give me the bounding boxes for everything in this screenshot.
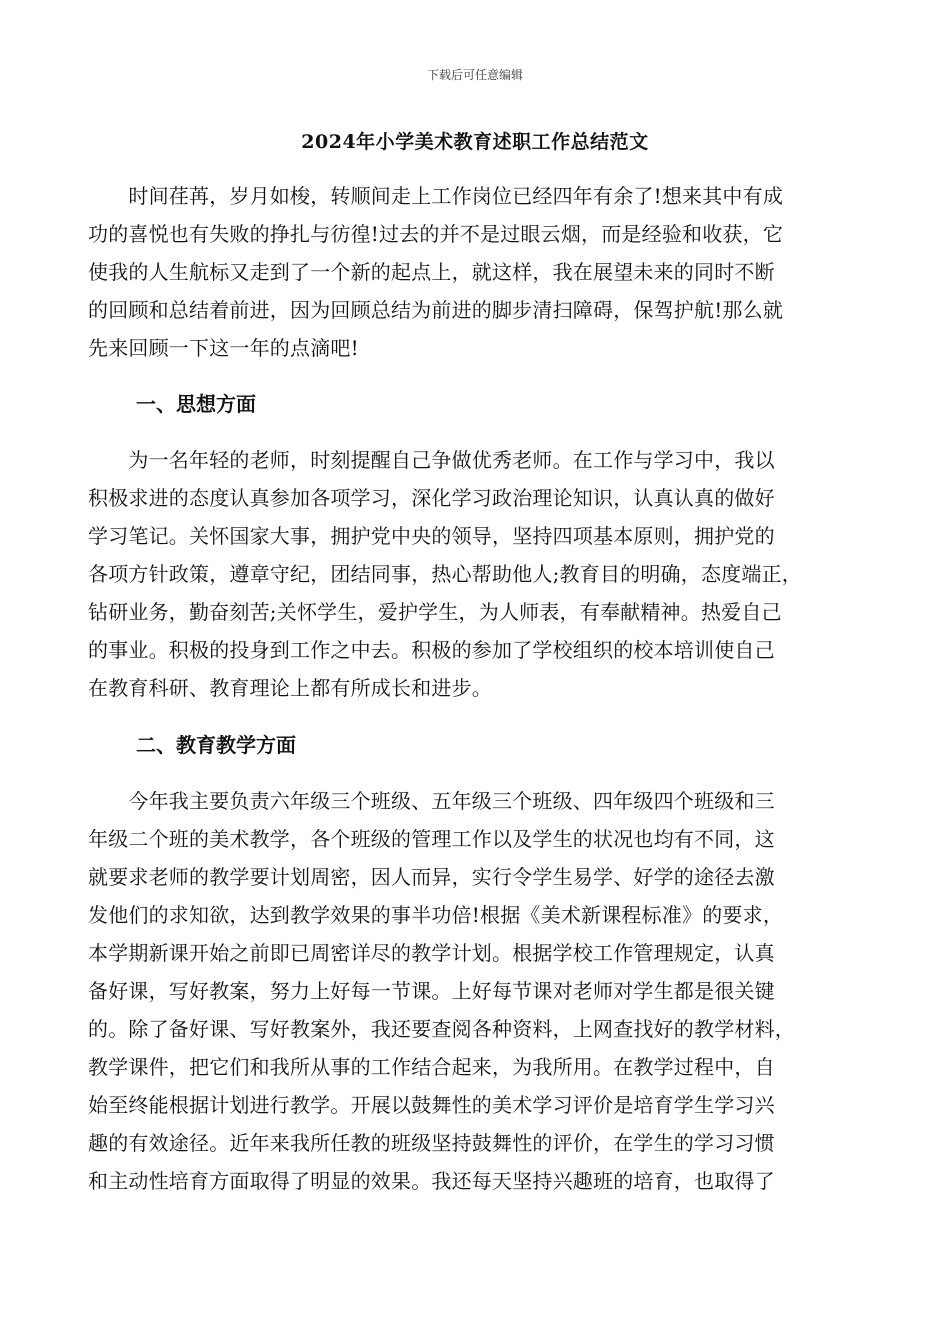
section-heading-teaching (88, 726, 868, 764)
paragraph-line: 教学课件，把它们和我所从事的工作结合起来，为我所用。在教学过程中，自 (88, 1055, 775, 1079)
paragraph-line: 各项方针政策，遵章守纪，团结同事，热心帮助他人;教育目的明确，态度端正， (88, 562, 802, 586)
paragraph-line: 本学期新课开始之前即已周密详尽的教学计划。根据学校工作管理规定，认真 (88, 941, 775, 965)
paragraph-line: 备好课，写好教案，努力上好每一节课。上好每节课对老师对学生都是很关键 (88, 979, 775, 1003)
paragraph-line: 积极求进的态度认真参加各项学习，深化学习政治理论知识，认真认真的做好 (88, 486, 775, 510)
paragraph-line: 发他们的求知欲，达到教学效果的事半功倍!根据《美术新课程标准》的要求， (88, 903, 784, 927)
section-thought-paragraph (88, 441, 868, 707)
paragraph-line: 功的喜悦也有失败的挣扎与彷徨!过去的并不是过眼云烟，而是经验和收获，它 (88, 222, 784, 246)
paragraph-line: 年级二个班的美术教学，各个班级的管理工作以及学生的状况也均有不同，这 (88, 827, 775, 851)
section-teaching-paragraph (88, 782, 868, 1200)
paragraph-line: 的回顾和总结着前进，因为回顾总结为前进的脚步清扫障碍，保驾护航!那么就 (88, 298, 784, 322)
section-heading-thought (88, 385, 868, 423)
paragraph-line: 今年我主要负责六年级三个班级、五年级三个班级、四年级四个班级和三 (88, 789, 775, 813)
header-note: 下载后可任意编辑 (426, 68, 523, 82)
paragraph-line: 在教育科研、教育理论上都有所成长和进步。 (88, 676, 492, 700)
paragraph-line: 钻研业务，勤奋刻苦;关怀学生，爱护学生，为人师表，有奉献精神。热爱自己 (88, 600, 782, 624)
paragraph-line: 和主动性培育方面取得了明显的效果。我还每天坚持兴趣班的培育，也取得了 (88, 1169, 775, 1193)
paragraph-line: 学习笔记。关怀国家大事，拥护党中央的领导，坚持四项基本原则，拥护党的 (88, 524, 775, 548)
paragraph-line: 的。除了备好课、写好教案外，我还要查阅各种资料，上网查找好的教学材料， (88, 1017, 795, 1041)
paragraph-line: 先来回顾一下这一年的点滴吧! (88, 336, 359, 360)
section-heading: 一、思想方面 (136, 392, 256, 416)
intro-paragraph (88, 177, 868, 367)
section-heading: 二、教育教学方面 (136, 733, 296, 757)
paragraph-line: 始至终能根据计划进行教学。开展以鼓舞性的美术学习评价是培育学生学习兴 (88, 1093, 775, 1117)
paragraph-line: 时间荏苒，岁月如梭，转顺间走上工作岗位已经四年有余了!想来其中有成 (88, 184, 784, 208)
paragraph-line: 的事业。积极的投身到工作之中去。积极的参加了学校组织的校本培训使自己 (88, 638, 775, 662)
paragraph-line: 趣的有效途径。近年来我所任教的班级坚持鼓舞性的评价，在学生的学习习惯 (88, 1131, 775, 1155)
paragraph-line: 为一名年轻的老师，时刻提醒自己争做优秀老师。在工作与学习中，我以 (88, 448, 775, 472)
paragraph-line: 使我的人生航标又走到了一个新的起点上，就这样，我在展望未来的同时不断 (88, 260, 775, 284)
document-title: 2024年小学美术教育述职工作总结范文 (301, 131, 649, 153)
paragraph-line: 就要求老师的教学要计划周密，因人而异，实行令学生易学、好学的途径去激 (88, 865, 775, 889)
